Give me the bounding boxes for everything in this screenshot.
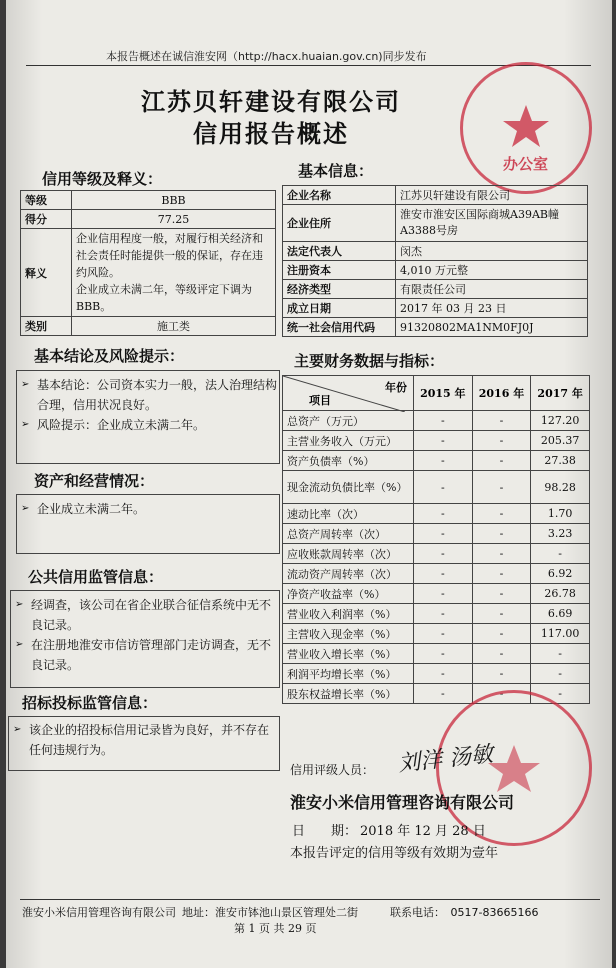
company-name-label: 企业名称 (283, 186, 396, 205)
finance-value-cell: - (414, 624, 473, 644)
finance-value-cell: 205.37 (531, 431, 590, 451)
finance-value-cell: - (414, 471, 473, 504)
finance-table-body (283, 411, 590, 704)
finance-value-cell: - (472, 684, 531, 704)
rating-company: 淮安小米信用管理咨询有限公司 (290, 793, 515, 812)
category-label: 类别 (21, 317, 72, 336)
finance-value-cell: 1.70 (531, 504, 590, 524)
bid-box (8, 716, 280, 771)
finance-value-cell: - (472, 504, 531, 524)
legal-rep-value: 闵杰 (396, 242, 588, 261)
asset-box (16, 494, 280, 554)
header-item-label: 项目 (309, 394, 331, 407)
basic-info-heading: 基本信息： (298, 162, 374, 180)
finance-metric-name: 应收账款周转率（次） (283, 544, 414, 564)
grade-label: 等级 (21, 191, 72, 210)
finance-row (283, 664, 590, 684)
footer-divider (20, 899, 600, 900)
finance-value-cell: - (472, 544, 531, 564)
legal-rep-label: 法定代表人 (283, 242, 396, 261)
finance-value-cell: - (414, 604, 473, 624)
asset-heading: 资产和经营情况： (34, 472, 155, 490)
finance-value-cell: 117.00 (531, 624, 590, 644)
finance-value-cell: - (531, 644, 590, 664)
finance-row (283, 451, 590, 471)
conclusion-box (16, 370, 280, 464)
finance-metric-name: 主营收入现金率（%） (283, 624, 414, 644)
bid-heading: 招标投标监管信息： (22, 694, 158, 712)
finance-value-cell: - (472, 584, 531, 604)
finance-value-cell: - (414, 664, 473, 684)
public-credit-item: ➢ 经调查，该公司在省企业联合征信系统中无不良记录。 (11, 595, 279, 635)
finance-value-cell: - (531, 664, 590, 684)
rater-label: 信用评级人员： (290, 763, 375, 777)
finance-table (282, 375, 590, 704)
company-title: 江苏贝轩建设有限公司 (141, 87, 401, 116)
finance-metric-name: 净资产收益率（%） (283, 584, 414, 604)
official-seal (460, 62, 592, 194)
category-value: 施工类 (72, 317, 276, 336)
public-credit-item: ➢ 在注册地淮安市信访管理部门走访调查，无不良记录。 (11, 635, 279, 675)
finance-corner-header (283, 376, 414, 411)
finance-value-cell: - (472, 564, 531, 584)
finance-metric-name: 总资产周转率（次） (283, 524, 414, 544)
finance-row (283, 564, 590, 584)
bullet-arrow-icon: ➢ (21, 379, 30, 390)
finance-value-cell: - (414, 451, 473, 471)
finance-row (283, 524, 590, 544)
bullet-arrow-icon: ➢ (21, 419, 30, 430)
bullet-arrow-icon: ➢ (15, 639, 24, 650)
finance-row (283, 544, 590, 564)
finance-heading: 主要财务数据与指标： (294, 352, 445, 370)
company-name-value: 江苏贝轩建设有限公司 (396, 186, 588, 205)
report-title: 信用报告概述 (193, 119, 349, 148)
finance-value-cell: 6.92 (531, 564, 590, 584)
finance-value-cell: - (472, 664, 531, 684)
credit-grade-heading: 信用等级及释义： (42, 170, 163, 188)
finance-value-cell: - (414, 564, 473, 584)
header-year-label: 年份 (385, 381, 407, 394)
finance-metric-name: 现金流动负债比率（%） (283, 471, 414, 504)
public-credit-heading: 公共信用监管信息： (28, 568, 164, 586)
finance-value-cell: - (531, 684, 590, 704)
finance-metric-name: 利润平均增长率（%） (283, 664, 414, 684)
meaning-label: 释义 (21, 229, 72, 317)
finance-value-cell: - (414, 504, 473, 524)
bullet-arrow-icon: ➢ (15, 599, 24, 610)
year-header: 2016 年 (472, 376, 531, 411)
report-page (6, 0, 612, 968)
grade-value: BBB (72, 191, 276, 210)
finance-value-cell: - (414, 644, 473, 664)
finance-metric-name: 营业收入增长率（%） (283, 644, 414, 664)
rater-signature: 刘洋 汤敏 (397, 742, 495, 777)
finance-value-cell: - (472, 524, 531, 544)
finance-row (283, 624, 590, 644)
finance-value-cell: - (414, 411, 473, 431)
date-label: 日 期： (292, 824, 358, 839)
score-label: 得分 (21, 210, 72, 229)
public-credit-box (10, 590, 280, 688)
finance-row (283, 644, 590, 664)
econ-type-label: 经济类型 (283, 280, 396, 299)
finance-value-cell: - (472, 604, 531, 624)
footer-address: 地址：淮安市钵池山景区管理处二街 (182, 906, 358, 919)
asset-item: ➢ 企业成立未满二年。 (17, 499, 279, 519)
address-value: 淮安市淮安区国际商城A39AB幢A3388号房 (396, 205, 588, 242)
footer-company: 淮安小米信用管理咨询有限公司 (22, 906, 176, 919)
header-note: 本报告概述在诚信淮安网（http://hacx.huaian.gov.cn)同步发布 (106, 50, 427, 63)
seal-bottom-text: 办公室 (503, 155, 549, 173)
credit-code-value: 91320802MA1NM0FJ0J (396, 318, 588, 337)
finance-row (283, 411, 590, 431)
finance-value-cell: 127.20 (531, 411, 590, 431)
finance-value-cell: 3.23 (531, 524, 590, 544)
capital-label: 注册资本 (283, 261, 396, 280)
conclusion-heading: 基本结论及风险提示： (34, 347, 185, 365)
meaning-value: 企业信用程度一般，对履行相关经济和社会责任时能提供一般的保证，存在违约风险。 企业成立未满二年，等级评定下调为BBB。 (72, 229, 276, 317)
finance-row (283, 604, 590, 624)
finance-value-cell: - (531, 544, 590, 564)
finance-value-cell: - (472, 624, 531, 644)
finance-value-cell: - (472, 471, 531, 504)
year-header: 2015 年 (414, 376, 473, 411)
finance-metric-name: 资产负债率（%） (283, 451, 414, 471)
finance-metric-name: 股东权益增长率（%） (283, 684, 414, 704)
credit-code-label: 统一社会信用代码 (283, 318, 396, 337)
econ-type-value: 有限责任公司 (396, 280, 588, 299)
finance-row (283, 471, 590, 504)
finance-value-cell: - (414, 431, 473, 451)
conclusion-item: ➢ 基本结论：公司资本实力一般，法人治理结构合理，信用状况良好。 (17, 375, 279, 415)
footer-phone: 联系电话： 0517-83665166 (390, 906, 539, 919)
finance-value-cell: - (472, 451, 531, 471)
finance-value-cell: - (472, 431, 531, 451)
finance-metric-name: 营业收入利润率（%） (283, 604, 414, 624)
finance-value-cell: - (472, 411, 531, 431)
finance-metric-name: 流动资产周转率（次） (283, 564, 414, 584)
finance-value-cell: - (414, 544, 473, 564)
founded-value: 2017 年 03 月 23 日 (396, 299, 588, 318)
bid-item: ➢ 该企业的招投标信用记录皆为良好，并不存在任何违规行为。 (9, 720, 279, 760)
finance-value-cell: 26.78 (531, 584, 590, 604)
finance-row (283, 504, 590, 524)
bullet-arrow-icon: ➢ (21, 503, 30, 514)
finance-row (283, 584, 590, 604)
finance-value-cell: 98.28 (531, 471, 590, 504)
finance-row (283, 431, 590, 451)
finance-metric-name: 主营业务收入（万元） (283, 431, 414, 451)
founded-label: 成立日期 (283, 299, 396, 318)
page-number: 第 1 页 共 29 页 (234, 922, 317, 935)
address-label: 企业住所 (283, 205, 396, 242)
finance-value-cell: 27.38 (531, 451, 590, 471)
credit-grade-table (20, 190, 276, 336)
finance-value-cell: 6.69 (531, 604, 590, 624)
date-value: 2018 年 12 月 28 日 (360, 824, 486, 839)
finance-value-cell: - (472, 644, 531, 664)
capital-value: 4,010 万元整 (396, 261, 588, 280)
finance-value-cell: - (414, 684, 473, 704)
basic-info-table (282, 185, 588, 337)
risk-item: ➢ 风险提示：企业成立未满二年。 (17, 415, 279, 435)
finance-value-cell: - (414, 524, 473, 544)
validity-note: 本报告评定的信用等级有效期为壹年 (290, 846, 499, 861)
finance-metric-name: 总资产（万元） (283, 411, 414, 431)
finance-value-cell: - (414, 584, 473, 604)
score-value: 77.25 (72, 210, 276, 229)
bullet-arrow-icon: ➢ (13, 724, 22, 735)
year-header: 2017 年 (531, 376, 590, 411)
finance-metric-name: 速动比率（次） (283, 504, 414, 524)
